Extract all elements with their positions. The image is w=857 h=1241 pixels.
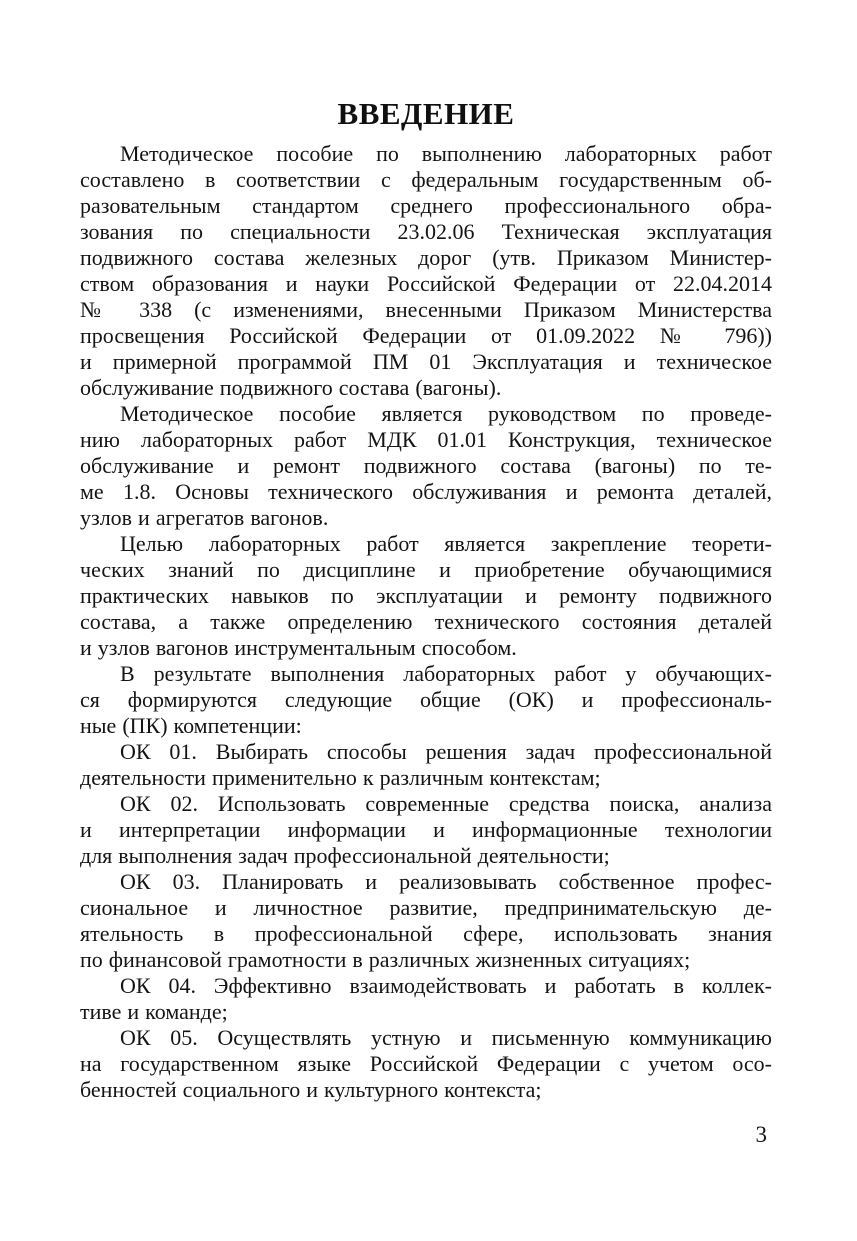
paragraph: [80, 401, 772, 531]
paragraph: [80, 661, 772, 739]
page-number: 3: [755, 1122, 767, 1147]
page-title: ВВЕДЕНИЕ: [337, 96, 515, 131]
paragraph: [80, 869, 772, 973]
text-line: ся формируются следующие общие (ОК) и профессиональ-: [80, 687, 772, 712]
text-line: разовательным стандартом среднего профессионального обра-: [80, 193, 772, 218]
text-line: составлено в соответствии с федеральным государственным об-: [80, 167, 772, 192]
text-line: сиональное и личностное развитие, предпринимательскую де-: [80, 895, 772, 920]
text-line: ные (ПК) компетенции:: [80, 713, 302, 738]
text-line: Методическое пособие по выполнению лабораторных работ: [120, 141, 772, 166]
text-line: и интерпретации информации и информационные технологии: [80, 817, 772, 842]
text-line: В результате выполнения лабораторных работ у обучающих-: [120, 661, 772, 686]
text-line: обслуживание подвижного состава (вагоны).: [80, 375, 502, 400]
text-line: на государственном языке Российской Федерации с учетом осо-: [80, 1051, 772, 1076]
text-line: Методическое пособие является руководством по проведе-: [120, 401, 772, 426]
text-line: ОК 04. Эффективно взаимодействовать и работать в коллек-: [120, 973, 772, 998]
text-line: ятельность в профессиональной сфере, использовать знания: [80, 921, 772, 946]
text-line: бенностей социального и культурного контекста;: [80, 1077, 542, 1102]
text-line: ОК 02. Использовать современные средства поиска, анализа: [120, 791, 772, 816]
page-content: [80, 0, 772, 1148]
text-line: тиве и команде;: [80, 999, 228, 1024]
text-line: нию лабораторных работ МДК 01.01 Конструкция, техническое: [80, 427, 772, 452]
text-line: состава, а также определению технического состояния деталей: [80, 609, 772, 634]
text-line: просвещения Российской Федерации от 01.09.2022 № 796)): [80, 323, 772, 348]
paragraph: [80, 791, 772, 869]
text-line: ством образования и науки Российской Федерации от 22.04.2014: [80, 271, 772, 296]
text-line: деятельности применительно к различным контекстам;: [80, 765, 601, 790]
paragraph: [80, 739, 772, 791]
text-line: ме 1.8. Основы технического обслуживания и ремонта деталей,: [80, 479, 772, 504]
text-line: № 338 (с изменениями, внесенными Приказом Министерства: [80, 297, 772, 322]
text-line: и узлов вагонов инструментальным способом.: [80, 635, 517, 660]
text-line: и примерной программой ПМ 01 Эксплуатация и техническое: [80, 349, 772, 374]
text-line: подвижного состава железных дорог (утв. Приказом Министер-: [80, 245, 772, 270]
text-line: зования по специальности 23.02.06 Техническая эксплуатация: [80, 219, 772, 244]
paragraph: [80, 531, 772, 661]
text-line: для выполнения задач профессиональной деятельности;: [80, 843, 610, 868]
text-line: обслуживание и ремонт подвижного состава (вагоны) по те-: [80, 453, 772, 478]
paragraph: [80, 141, 772, 401]
body-text: [80, 141, 772, 1103]
paragraph: [80, 973, 772, 1025]
text-line: ОК 05. Осуществлять устную и письменную коммуникацию: [120, 1025, 772, 1050]
text-line: практических навыков по эксплуатации и ремонту подвижного: [80, 583, 772, 608]
paragraph: [80, 1025, 772, 1103]
text-line: ческих знаний по дисциплине и приобретение обучающимися: [80, 557, 772, 582]
text-line: узлов и агрегатов вагонов.: [80, 505, 329, 530]
text-line: по финансовой грамотности в различных жизненных ситуациях;: [80, 947, 691, 972]
text-line: Целью лабораторных работ является закрепление теорети-: [120, 531, 772, 556]
text-line: ОК 03. Планировать и реализовывать собственное профес-: [120, 869, 772, 894]
text-line: ОК 01. Выбирать способы решения задач профессиональной: [120, 739, 772, 764]
